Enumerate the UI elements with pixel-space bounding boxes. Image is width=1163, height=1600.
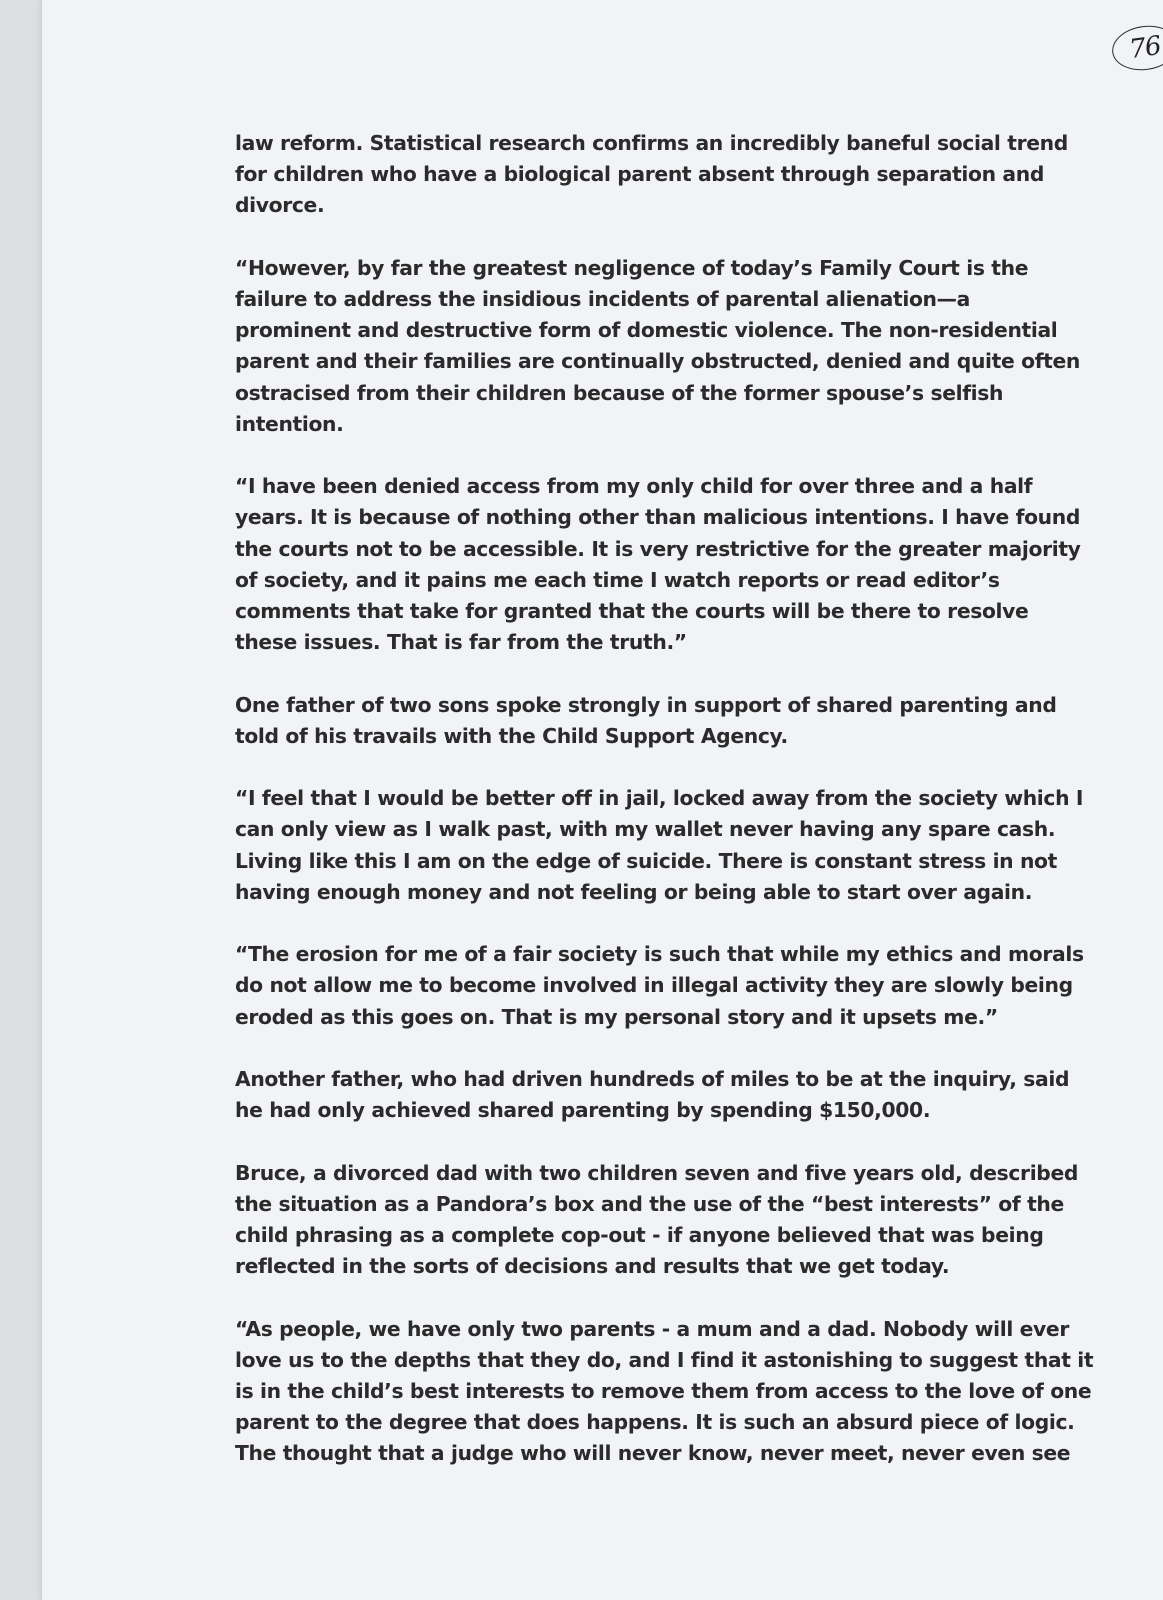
text-line: child phrasing as a complete cop-out - if anyone believed that was being [235,1223,1044,1247]
text-line: years. It is because of nothing other than malicious intentions. I have found [235,505,1080,530]
paragraph-4 [235,690,1065,752]
text-line: parent to the degree that does happens. It is such an absurd piece of logic. [235,1410,1075,1435]
text-line: “However, by far the greatest negligence of today’s Family Court is the [235,255,1029,280]
text-line: of society, and it pains me each time I watch reports or read editor’s [235,567,1000,592]
text-line: comments that take for granted that the courts will be there to resolve [235,599,1029,624]
paragraph-2 [235,253,1081,440]
text-line: intention. [235,411,344,436]
text-line: is in the child’s best interests to remove them from access to the love of one [235,1379,1092,1403]
text-line: One father of two sons spoke strongly in support of shared parenting and [235,692,1057,717]
handwritten-page-number: 76 [1109,22,1163,75]
text-line: eroded as this goes on. That is my personal story and it upsets me.” [235,1004,998,1029]
text-line: law reform. Statistical research confirms an incredibly baneful social trend [235,131,1068,155]
paragraph-7 [235,1064,1070,1126]
text-line: parent and their families are continually obstructed, denied and quite often [235,349,1081,374]
text-line: “As people, we have only two parents - a mum and a dad. Nobody will ever [235,1316,1069,1341]
text-line: for children who have a biological parent absent through separation and [235,162,1045,187]
text-line: Living like this I am on the edge of suicide. There is constant stress in not [235,848,1057,873]
document-page [42,0,1163,1600]
text-line: the courts not to be accessible. It is very restrictive for the greater majority [235,536,1081,561]
paragraph-6 [235,939,1084,1033]
paragraph-3 [235,471,1081,658]
paragraph-8 [235,1158,1079,1283]
paragraph-1 [235,128,1068,222]
paragraph-9 [235,1314,1094,1470]
text-line: ostracised from their children because of the former spouse’s selfish [235,380,1004,405]
text-line: the situation as a Pandora’s box and the use of the “best interests” of the [235,1191,1064,1216]
text-line: love us to the depths that they do, and I find it astonishing to suggest that it [235,1347,1094,1372]
text-line: “I have been denied access from my only child for over three and a half [235,474,1033,499]
text-line: Another father, who had driven hundreds of miles to be at the inquiry, said [235,1067,1070,1091]
text-line: these issues. That is far from the truth.” [235,630,687,655]
text-line: divorce. [235,193,325,218]
text-line: “I feel that I would be better off in jail, locked away from the society which I [235,786,1084,811]
paragraph-5 [235,783,1084,908]
text-line: do not allow me to become involved in illegal activity they are slowly being [235,973,1073,998]
text-line: failure to address the insidious incidents of parental alienation—a [235,287,970,311]
text-line: told of his travails with the Child Support Agency. [235,723,788,748]
text-line: can only view as I walk past, with my wallet never having any spare cash. [235,817,1056,842]
text-line: The thought that a judge who will never know, never meet, never even see [235,1441,1071,1466]
body-text [235,128,1094,1501]
text-line: he had only achieved shared parenting by spending $150,000. [235,1098,931,1123]
text-line: reflected in the sorts of decisions and results that we get today. [235,1254,950,1279]
text-line: Bruce, a divorced dad with two children seven and five years old, described [235,1160,1079,1185]
text-line: having enough money and not feeling or being able to start over again. [235,879,1033,904]
text-line: prominent and destructive form of domestic violence. The non-residential [235,318,1058,343]
text-line: “The erosion for me of a fair society is such that while my ethics and morals [235,942,1084,967]
